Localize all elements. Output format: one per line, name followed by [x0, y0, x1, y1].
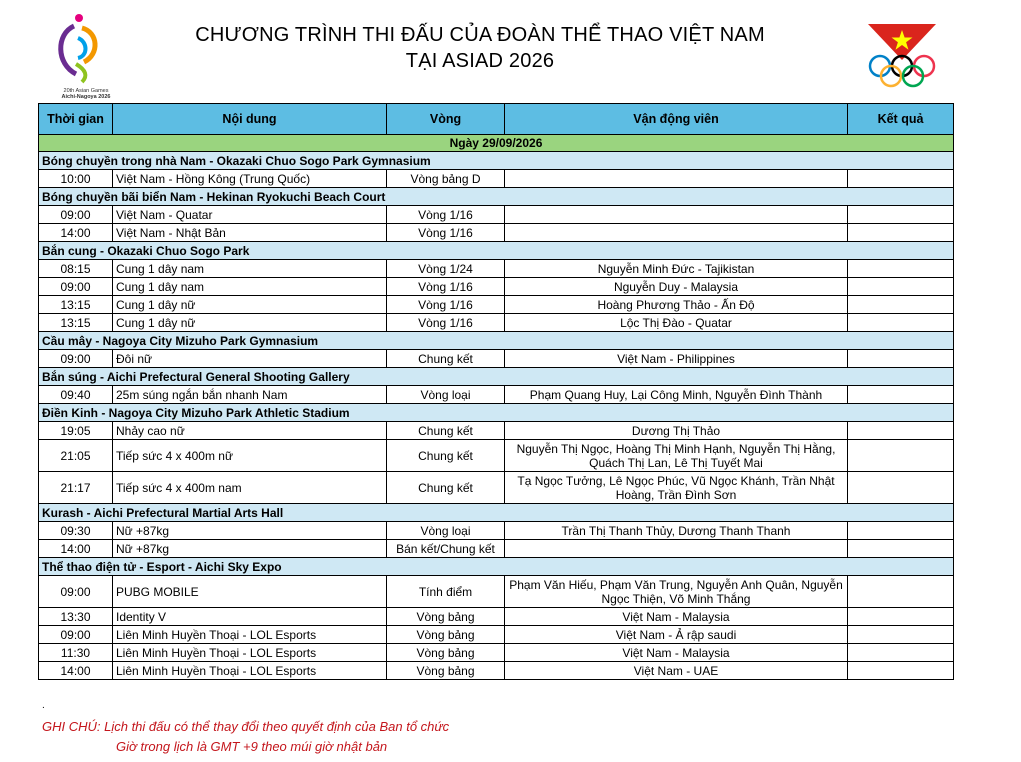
cell-result [848, 540, 954, 558]
cell-athletes: Việt Nam - Malaysia [505, 608, 848, 626]
cell-round: Vòng loại [387, 386, 505, 404]
cell-round: Chung kết [387, 472, 505, 504]
table-row [39, 608, 954, 626]
table-row [39, 576, 954, 608]
cell-time: 11:30 [39, 644, 113, 662]
cell-round: Vòng 1/16 [387, 296, 505, 314]
cell-result [848, 576, 954, 608]
table-row [39, 260, 954, 278]
cell-result [848, 296, 954, 314]
section-title: Kurash - Aichi Prefectural Martial Arts Hall [39, 504, 954, 522]
logo-text: 20th Asian Games [63, 88, 109, 94]
table-row [39, 644, 954, 662]
cell-athletes: Dương Thị Thảo [505, 422, 848, 440]
cell-time: 08:15 [39, 260, 113, 278]
cell-time: 14:00 [39, 540, 113, 558]
cell-time: 09:00 [39, 576, 113, 608]
section-row [39, 368, 954, 386]
stray-dot: . [42, 700, 45, 711]
section-row [39, 242, 954, 260]
table-header-row [39, 104, 954, 135]
col-header-content: Nội dung [113, 104, 387, 135]
table-row [39, 440, 954, 472]
table-row [39, 540, 954, 558]
cell-content: Nữ +87kg [113, 522, 387, 540]
cell-round: Vòng 1/16 [387, 224, 505, 242]
cell-time: 21:17 [39, 472, 113, 504]
section-title: Bắn súng - Aichi Prefectural General Shooting Gallery [39, 368, 954, 386]
cell-athletes: Trần Thị Thanh Thủy, Dương Thanh Thanh [505, 522, 848, 540]
cell-round: Vòng 1/16 [387, 206, 505, 224]
cell-result [848, 260, 954, 278]
col-header-athletes: Vận động viên [505, 104, 848, 135]
cell-result [848, 662, 954, 680]
section-row [39, 152, 954, 170]
cell-round: Bán kết/Chung kết [387, 540, 505, 558]
cell-content: Cung 1 dây nữ [113, 314, 387, 332]
cell-athletes: Nguyễn Duy - Malaysia [505, 278, 848, 296]
cell-result [848, 170, 954, 188]
cell-time: 09:30 [39, 522, 113, 540]
cell-time: 21:05 [39, 440, 113, 472]
col-header-result: Kết quả [848, 104, 954, 135]
section-row [39, 188, 954, 206]
cell-content: Cung 1 dây nữ [113, 296, 387, 314]
cell-athletes: Phạm Quang Huy, Lại Công Minh, Nguyễn Đình Thành [505, 386, 848, 404]
cell-content: Nữ +87kg [113, 540, 387, 558]
cell-athletes: Phạm Văn Hiếu, Phạm Văn Trung, Nguyễn Anh Quân, Nguyễn Ngọc Thiện, Võ Minh Thắng [505, 576, 848, 608]
cell-athletes: Nguyễn Thị Ngọc, Hoàng Thị Minh Hạnh, Nguyễn Thị Hằng, Quách Thị Lan, Lê Thị Tuyết Mai [505, 440, 848, 472]
cell-content: PUBG MOBILE [113, 576, 387, 608]
cell-athletes: Việt Nam - UAE [505, 662, 848, 680]
cell-content: Đôi nữ [113, 350, 387, 368]
section-row [39, 404, 954, 422]
section-row [39, 558, 954, 576]
cell-athletes: Việt Nam - Malaysia [505, 644, 848, 662]
cell-time: 13:30 [39, 608, 113, 626]
page-title-line2: TẠI ASIAD 2026 [405, 50, 555, 72]
day-row [39, 135, 954, 152]
cell-content: 25m súng ngắn bắn nhanh Nam [113, 386, 387, 404]
vietnam-olympic-logo [862, 20, 942, 90]
cell-content: Cung 1 dây nam [113, 260, 387, 278]
col-header-time: Thời gian [39, 104, 113, 135]
cell-round: Vòng bảng [387, 662, 505, 680]
table-row [39, 422, 954, 440]
cell-round: Vòng 1/16 [387, 314, 505, 332]
cell-content: Việt Nam - Nhật Bản [113, 224, 387, 242]
cell-athletes [505, 224, 848, 242]
cell-time: 09:40 [39, 386, 113, 404]
table-row [39, 662, 954, 680]
table-row [39, 626, 954, 644]
cell-result [848, 422, 954, 440]
section-title: Cầu mây - Nagoya City Mizuho Park Gymnasium [39, 332, 954, 350]
cell-result [848, 440, 954, 472]
cell-athletes: Nguyễn Minh Đức - Tajikistan [505, 260, 848, 278]
cell-content: Việt Nam - Hồng Kông (Trung Quốc) [113, 170, 387, 188]
cell-time: 09:00 [39, 626, 113, 644]
section-title: Bắn cung - Okazaki Chuo Sogo Park [39, 242, 954, 260]
cell-result [848, 608, 954, 626]
cell-round: Vòng bảng [387, 626, 505, 644]
note-line-1: GHI CHÚ: Lịch thi đấu có thể thay đổi theo quyết định của Ban tổ chức [42, 719, 450, 734]
cell-round: Vòng loại [387, 522, 505, 540]
cell-result [848, 224, 954, 242]
cell-athletes: Việt Nam - Ả rập saudi [505, 626, 848, 644]
cell-athletes: Hoàng Phương Thảo - Ấn Độ [505, 296, 848, 314]
cell-athletes [505, 540, 848, 558]
table-row [39, 350, 954, 368]
table-row [39, 206, 954, 224]
cell-time: 14:00 [39, 224, 113, 242]
cell-content: Liên Minh Huyền Thoại - LOL Esports [113, 644, 387, 662]
cell-round: Chung kết [387, 440, 505, 472]
cell-result [848, 278, 954, 296]
cell-time: 13:15 [39, 314, 113, 332]
section-title: Bóng chuyền bãi biển Nam - Hekinan Ryokuchi Beach Court [39, 188, 954, 206]
cell-time: 09:00 [39, 350, 113, 368]
cell-athletes [505, 170, 848, 188]
section-row [39, 332, 954, 350]
cell-content: Liên Minh Huyền Thoại - LOL Esports [113, 626, 387, 644]
cell-content: Tiếp sức 4 x 400m nữ [113, 440, 387, 472]
cell-result [848, 626, 954, 644]
cell-round: Vòng bảng [387, 644, 505, 662]
cell-round: Tính điểm [387, 576, 505, 608]
table-row [39, 386, 954, 404]
svg-text:Aichi-Nagoya 2026: Aichi-Nagoya 2026 [61, 94, 111, 100]
cell-time: 14:00 [39, 662, 113, 680]
col-header-round: Vòng [387, 104, 505, 135]
cell-result [848, 350, 954, 368]
cell-time: 19:05 [39, 422, 113, 440]
cell-round: Vòng bảng D [387, 170, 505, 188]
cell-result [848, 522, 954, 540]
section-title: Thể thao điện tử - Esport - Aichi Sky Expo [39, 558, 954, 576]
cell-round: Vòng 1/24 [387, 260, 505, 278]
note-line-2: Giờ trong lịch là GMT +9 theo múi giờ nhật bản [116, 739, 388, 754]
cell-result [848, 472, 954, 504]
cell-time: 09:00 [39, 206, 113, 224]
cell-round: Chung kết [387, 350, 505, 368]
section-title: Bóng chuyền trong nhà Nam - Okazaki Chuo Sogo Park Gymnasium [39, 152, 954, 170]
table-row [39, 314, 954, 332]
cell-content: Việt Nam - Quatar [113, 206, 387, 224]
cell-athletes: Tạ Ngọc Tưởng, Lê Ngọc Phúc, Vũ Ngọc Khánh, Trần Nhật Hoàng, Trần Đình Sơn [505, 472, 848, 504]
day-label: Ngày 29/09/2026 [39, 135, 954, 152]
cell-time: 09:00 [39, 278, 113, 296]
section-title: Điền Kinh - Nagoya City Mizuho Park Athletic Stadium [39, 404, 954, 422]
section-row [39, 504, 954, 522]
cell-content: Liên Minh Huyền Thoại - LOL Esports [113, 662, 387, 680]
cell-content: Identity V [113, 608, 387, 626]
table-row [39, 522, 954, 540]
cell-content: Nhảy cao nữ [113, 422, 387, 440]
asian-games-logo [46, 12, 126, 100]
cell-content: Tiếp sức 4 x 400m nam [113, 472, 387, 504]
cell-result [848, 386, 954, 404]
cell-round: Vòng 1/16 [387, 278, 505, 296]
cell-result [848, 206, 954, 224]
schedule-table [38, 103, 954, 680]
cell-athletes: Việt Nam - Philippines [505, 350, 848, 368]
cell-content: Cung 1 dây nam [113, 278, 387, 296]
table-row [39, 224, 954, 242]
table-row [39, 278, 954, 296]
table-row [39, 296, 954, 314]
cell-result [848, 314, 954, 332]
table-row [39, 170, 954, 188]
cell-time: 13:15 [39, 296, 113, 314]
page-title-line1: CHƯƠNG TRÌNH THI ĐẤU CỦA ĐOÀN THỂ THAO VIỆT NAM [195, 24, 765, 46]
cell-athletes: Lộc Thị Đào - Quatar [505, 314, 848, 332]
cell-round: Chung kết [387, 422, 505, 440]
cell-round: Vòng bảng [387, 608, 505, 626]
cell-athletes [505, 206, 848, 224]
table-row [39, 472, 954, 504]
cell-time: 10:00 [39, 170, 113, 188]
cell-result [848, 644, 954, 662]
